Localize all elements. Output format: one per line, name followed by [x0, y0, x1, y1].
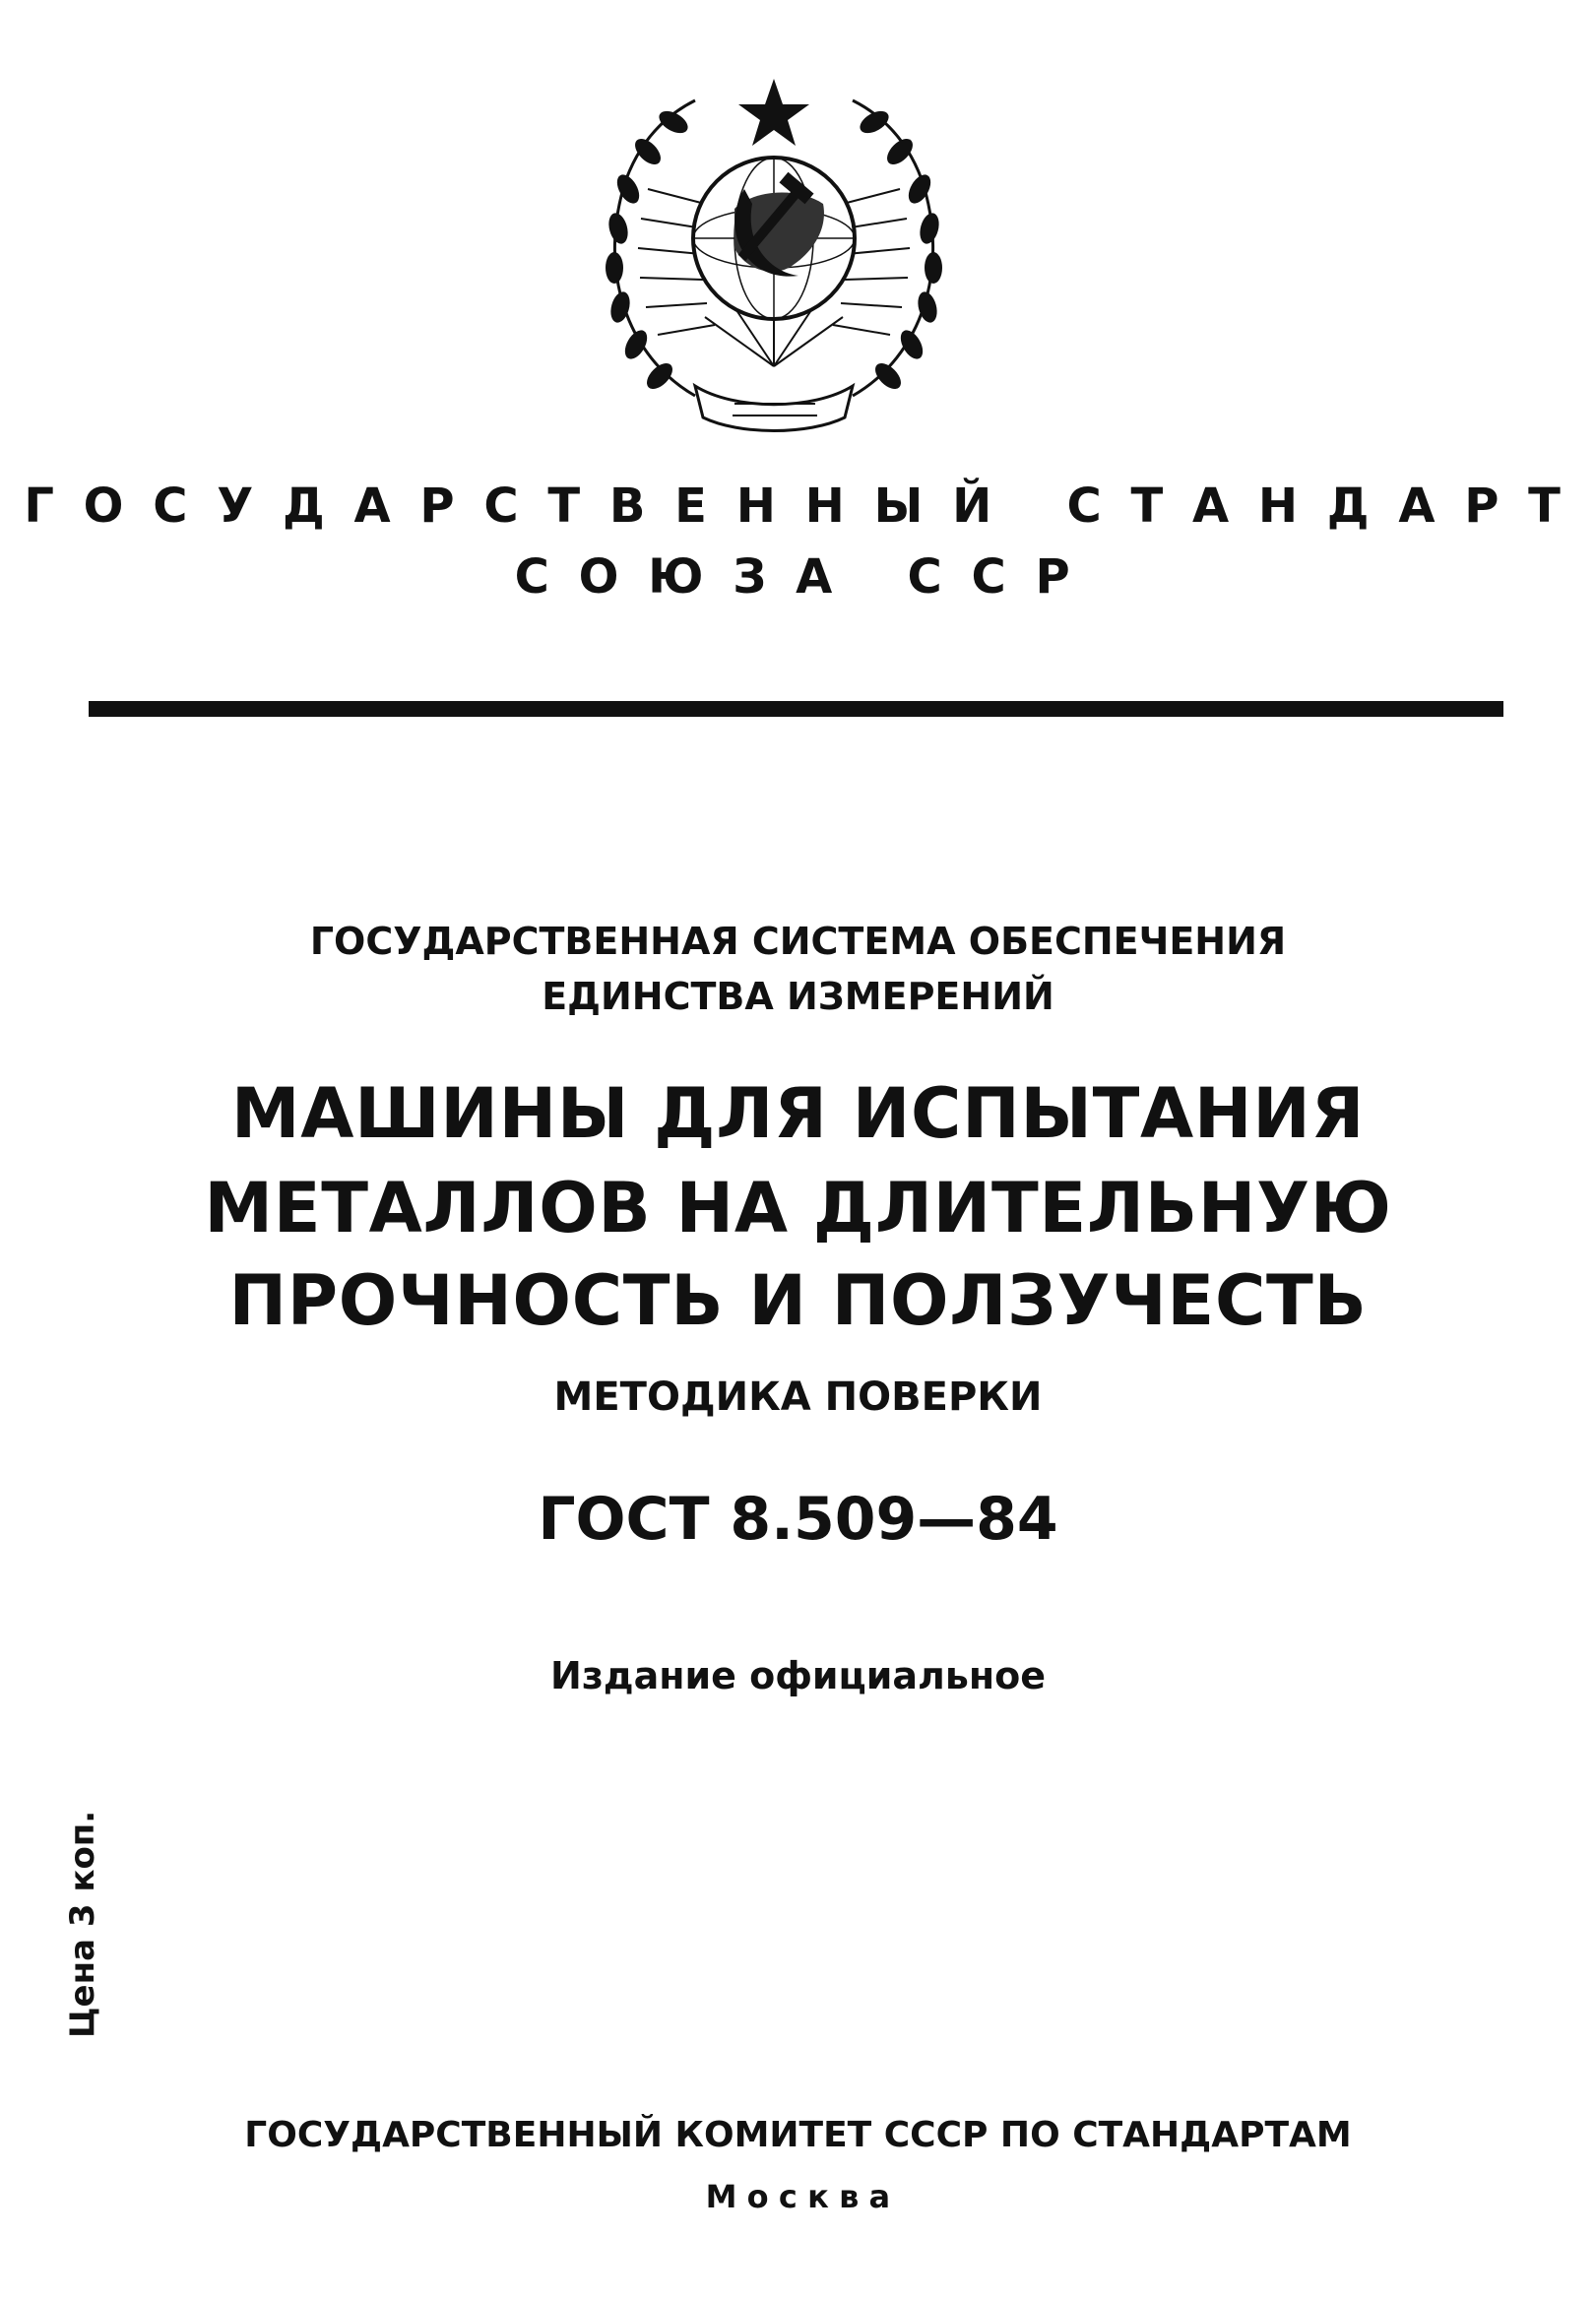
edition-label: Издание официальное	[550, 1654, 1046, 1697]
standard-header-line2: СОЮЗА ССР	[514, 549, 1100, 605]
document-title-line3: ПРОЧНОСТЬ И ПОЛЗУЧЕСТЬ	[228, 1260, 1368, 1341]
horizontal-rule	[89, 701, 1503, 717]
publisher-city: Москва	[705, 2178, 901, 2215]
system-title-line1: ГОСУДАРСТВЕННАЯ СИСТЕМА ОБЕСПЕЧЕНИЯ	[309, 920, 1287, 963]
document-title-line2: МЕТАЛЛОВ НА ДЛИТЕЛЬНУЮ	[204, 1168, 1392, 1248]
system-title-line2: ЕДИНСТВА ИЗМЕРЕНИЙ	[542, 975, 1054, 1018]
price-label: Цена 3 коп.	[63, 1810, 102, 2038]
document-subtitle: МЕТОДИКА ПОВЕРКИ	[553, 1374, 1043, 1420]
gost-number: ГОСТ 8.509—84	[538, 1485, 1058, 1554]
document-title-line1: МАШИНЫ ДЛЯ ИСПЫТАНИЯ	[230, 1073, 1366, 1154]
ussr-coat-of-arms-icon	[587, 71, 961, 455]
publisher-committee: ГОСУДАРСТВЕННЫЙ КОМИТЕТ СССР ПО СТАНДАРТАМ	[244, 2115, 1352, 2155]
standard-header-line1: ГОСУДАРСТВЕННЫЙ СТАНДАРТ	[24, 479, 1590, 534]
